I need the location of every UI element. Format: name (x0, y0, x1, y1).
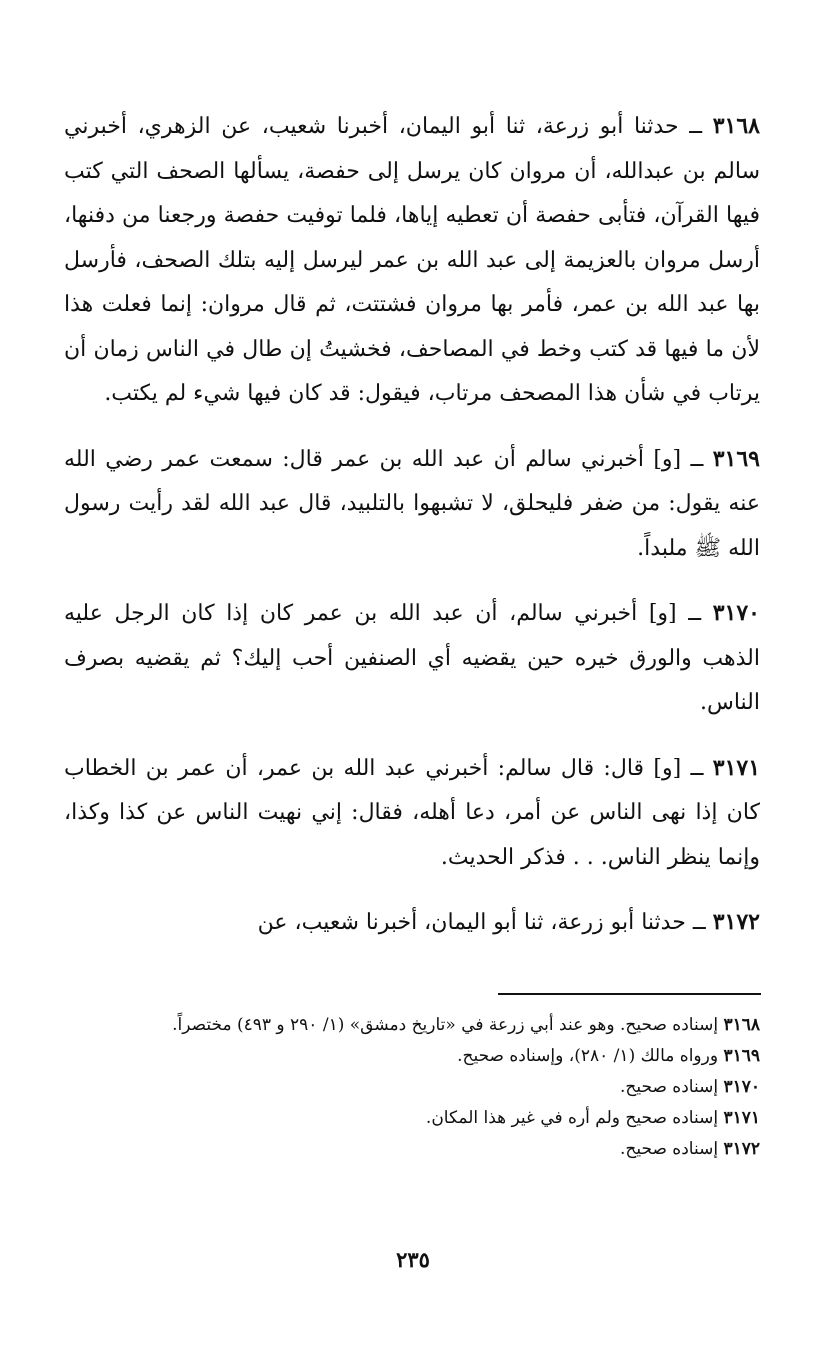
footnote-3168 (64, 1012, 760, 1039)
hadith-number: ٣١٧٠ (712, 600, 760, 626)
footnote-text: إسناده صحيح. (619, 1077, 719, 1097)
page-number: ٢٣٥ (396, 1247, 430, 1272)
footnotes (64, 1012, 760, 1167)
hadith-dash: ــ (690, 755, 704, 781)
hadith-dash: ــ (692, 910, 706, 935)
footnote-3171 (64, 1105, 760, 1132)
footnote-number: ٣١٧٢ (723, 1139, 760, 1159)
footnote-3169 (64, 1043, 760, 1070)
hadith-3172 (64, 900, 760, 946)
hadith-3168 (64, 104, 760, 417)
hadith-3171 (64, 746, 760, 881)
hadith-number: ٣١٦٩ (712, 445, 760, 472)
hadith-number: ٣١٦٨ (712, 113, 760, 139)
hadith-dash: ــ (689, 114, 703, 139)
footnote-text: ورواه مالك (١/ ٢٨٠)، وإسناده صحيح. (457, 1046, 719, 1066)
footnote-number: ٣١٧٠ (723, 1077, 760, 1097)
footnote-text: إسناده صحيح. وهو عند أبي زرعة في «تاريخ دمشق» (١/ ٢٩٠ و ٤٩٣) مختصراً. (172, 1015, 719, 1035)
hadith-text: [و] قال: قال سالم: أخبرني عبد الله بن عمر، أن عمر بن الخطاب كان إذا نهى الناس عن أمر، دعا أهله، فقال: إني نهيت الناس عن كذا وكذا، وإنما ينظر الناس. . . فذكر الحديث. (64, 755, 760, 870)
footnote-text: إسناده صحيح ولم أره في غير هذا المكان. (425, 1108, 719, 1128)
footnote-number: ٣١٧١ (723, 1108, 760, 1128)
hadith-3170 (64, 591, 760, 726)
hadith-dash: ــ (688, 601, 702, 626)
footnote-3172 (64, 1136, 760, 1163)
hadith-text: حدثنا أبو زرعة، ثنا أبو اليمان، أخبرنا شعيب، عن (257, 910, 686, 935)
footnote-divider (498, 993, 761, 995)
footnote-number: ٣١٦٨ (723, 1015, 760, 1035)
hadith-number: ٣١٧١ (712, 754, 761, 781)
hadith-text: [و] أخبرني سالم أن عبد الله بن عمر قال: سمعت عمر رضي الله عنه يقول: من ضفر فليحلق، لا تشبهوا بالتلبيد، قال عبد الله لقد رأيت رسول الله ﷺ ملبداً. (64, 446, 760, 561)
hadith-dash: ــ (690, 446, 704, 472)
hadith-number: ٣١٧٢ (712, 909, 760, 935)
hadith-text: [و] أخبرني سالم، أن عبد الله بن عمر كان إذا كان الرجل عليه الذهب والورق خيره حين يقضيه أي الصنفين أحب إليك؟ ثم يقضيه بصرف الناس. (64, 601, 760, 715)
hadith-3169 (64, 437, 760, 572)
hadith-text: حدثنا أبو زرعة، ثنا أبو اليمان، أخبرنا شعيب، عن الزهري، أخبرني سالم بن عبدالله، أن مروان كان يرسل إلى حفصة، يسألها الصحف التي كتب فيها القرآن، فتأبى حفصة أن تعطيه إياها، فلما توفيت حفصة ورجعنا من دفنها، أرسل مروان بالعزيمة إلى عبد الله بن عمر ليرسل إليه بتلك الصحف، فأرسل بها عبد الله بن عمر، فأمر بها مروان فشتتت، ثم قال مروان: إنما فعلت هذا لأن ما فيها قد كتب وخط في المصاحف، فخشيتُ إن طال في الناس زمان أن يرتاب في شأن هذا المصحف مرتاب، فيقول: قد كان فيها شيء لم يكتب. (64, 114, 760, 406)
main-text (64, 104, 760, 966)
footnote-number: ٣١٦٩ (723, 1046, 760, 1066)
footnote-text: إسناده صحيح. (619, 1139, 719, 1159)
footnote-3170 (64, 1074, 760, 1101)
